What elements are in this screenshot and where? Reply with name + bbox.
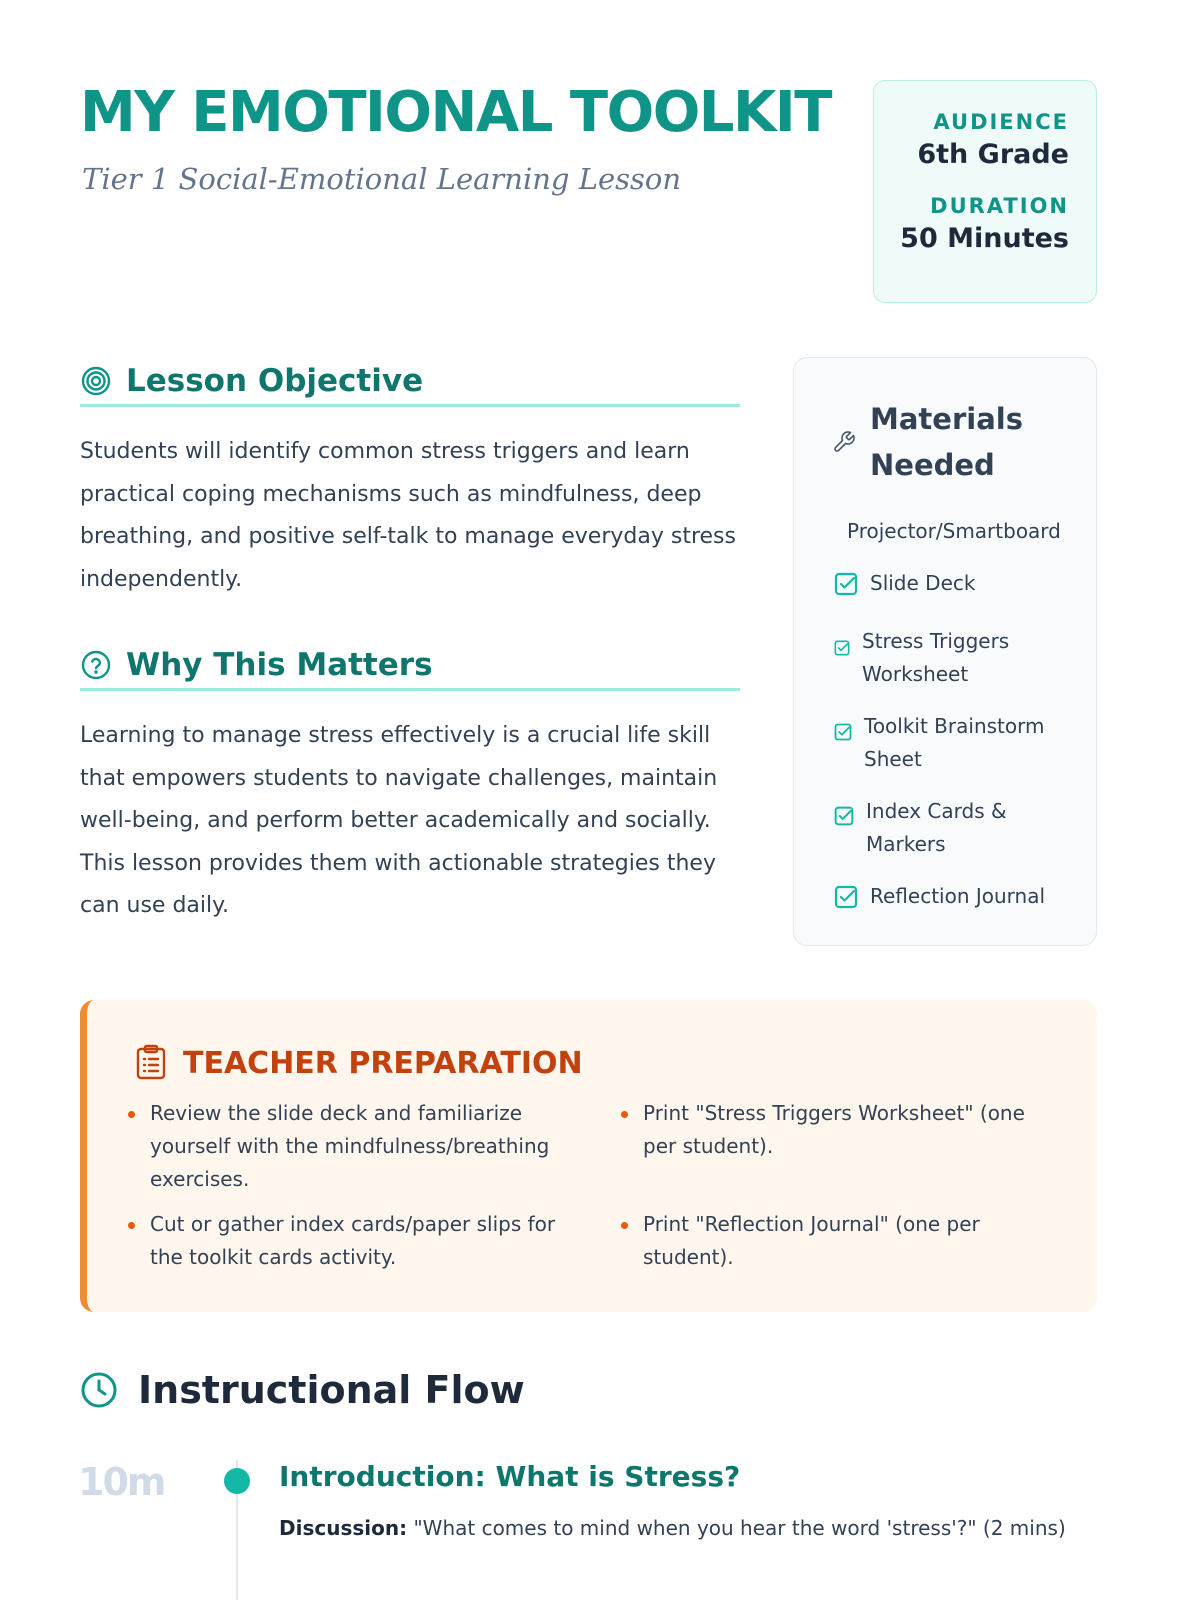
materials-item-label: Stress Triggers Worksheet (862, 629, 1010, 686)
objective-heading: Lesson Objective (126, 362, 424, 399)
instructional-flow-header (80, 1368, 525, 1412)
prep-header (135, 1044, 583, 1082)
materials-item-label: Toolkit Brainstorm Sheet (864, 714, 1045, 771)
checkbox-checked-icon (834, 885, 858, 919)
prep-item-text: Print "Stress Triggers Worksheet" (one per student). (643, 1101, 1025, 1158)
step-duration: 10m (78, 1460, 165, 1504)
materials-item (834, 795, 1084, 861)
lesson-meta-card (873, 80, 1097, 303)
prep-item-text: Print "Reflection Journal" (one per student). (643, 1212, 980, 1269)
audience-label: AUDIENCE (933, 110, 1069, 134)
step-title: Introduction: What is Stress? (279, 1460, 741, 1493)
materials-item (834, 880, 1084, 919)
materials-item (834, 710, 1084, 776)
prep-item (621, 1208, 1051, 1274)
instructional-flow-heading: Instructional Flow (138, 1368, 525, 1412)
materials-item (834, 625, 1084, 691)
materials-item-label: Slide Deck (870, 571, 976, 595)
materials-heading: Materials Needed (870, 402, 1023, 482)
timeline-dot (224, 1468, 250, 1494)
step-detail (279, 1516, 1066, 1540)
step-detail-label: Discussion: (279, 1516, 408, 1540)
why-text: Learning to manage stress effectively is a crucial life skill that empowers students to navigate challenges, maintain well-being, and perform better academically and socially. This lesson provides them with actionable strategies they can use daily. (80, 723, 718, 918)
question-circle-icon (80, 649, 112, 681)
bullet-dot (621, 1111, 628, 1118)
checkbox-checked-icon (834, 572, 858, 606)
bullet-dot (128, 1111, 135, 1118)
page-subtitle: Tier 1 Social-Emotional Learning Lesson (82, 162, 682, 196)
audience-value: 6th Grade (917, 139, 1069, 170)
clock-icon (80, 1371, 118, 1409)
teacher-preparation-panel (80, 1000, 1097, 1312)
prep-item (128, 1208, 558, 1274)
materials-item (834, 567, 1084, 606)
objective-header (80, 357, 740, 407)
checkbox-checked-icon (834, 718, 852, 751)
step-detail-text: "What comes to mind when you hear the word 'stress'?" (2 mins) (407, 1516, 1066, 1540)
checkbox-checked-icon (834, 633, 850, 666)
prep-item (128, 1097, 558, 1196)
prep-item-text: Review the slide deck and familiarize yourself with the mindfulness/breathing exercises. (150, 1101, 550, 1191)
checkbox-checked-icon (834, 803, 854, 836)
materials-item-label: Reflection Journal (870, 884, 1046, 908)
bullet-dot (128, 1222, 135, 1229)
duration-value: 50 Minutes (900, 223, 1069, 254)
duration-label: DURATION (930, 194, 1069, 218)
why-header (80, 641, 740, 691)
materials-list (834, 567, 1084, 919)
prep-item (621, 1097, 1051, 1163)
prep-heading: TEACHER PREPARATION (183, 1045, 583, 1081)
wrench-icon (832, 430, 856, 454)
prep-item-text: Cut or gather index cards/paper slips for the toolkit cards activity. (150, 1212, 556, 1269)
materials-item-projector: Projector/Smartboard (847, 519, 1061, 543)
materials-panel (793, 357, 1097, 946)
materials-header (832, 396, 1040, 488)
target-icon (80, 365, 112, 397)
bullet-dot (621, 1222, 628, 1229)
clipboard-icon (135, 1044, 169, 1082)
objective-text: Students will identify common stress triggers and learn practical coping mechanisms such as mindfulness, deep breathing, and positive self-talk to manage everyday stress independently. (80, 439, 736, 592)
materials-item-label: Index Cards & Markers (866, 799, 1007, 856)
page-title: MY EMOTIONAL TOOLKIT (80, 80, 831, 145)
why-heading: Why This Matters (126, 646, 433, 683)
